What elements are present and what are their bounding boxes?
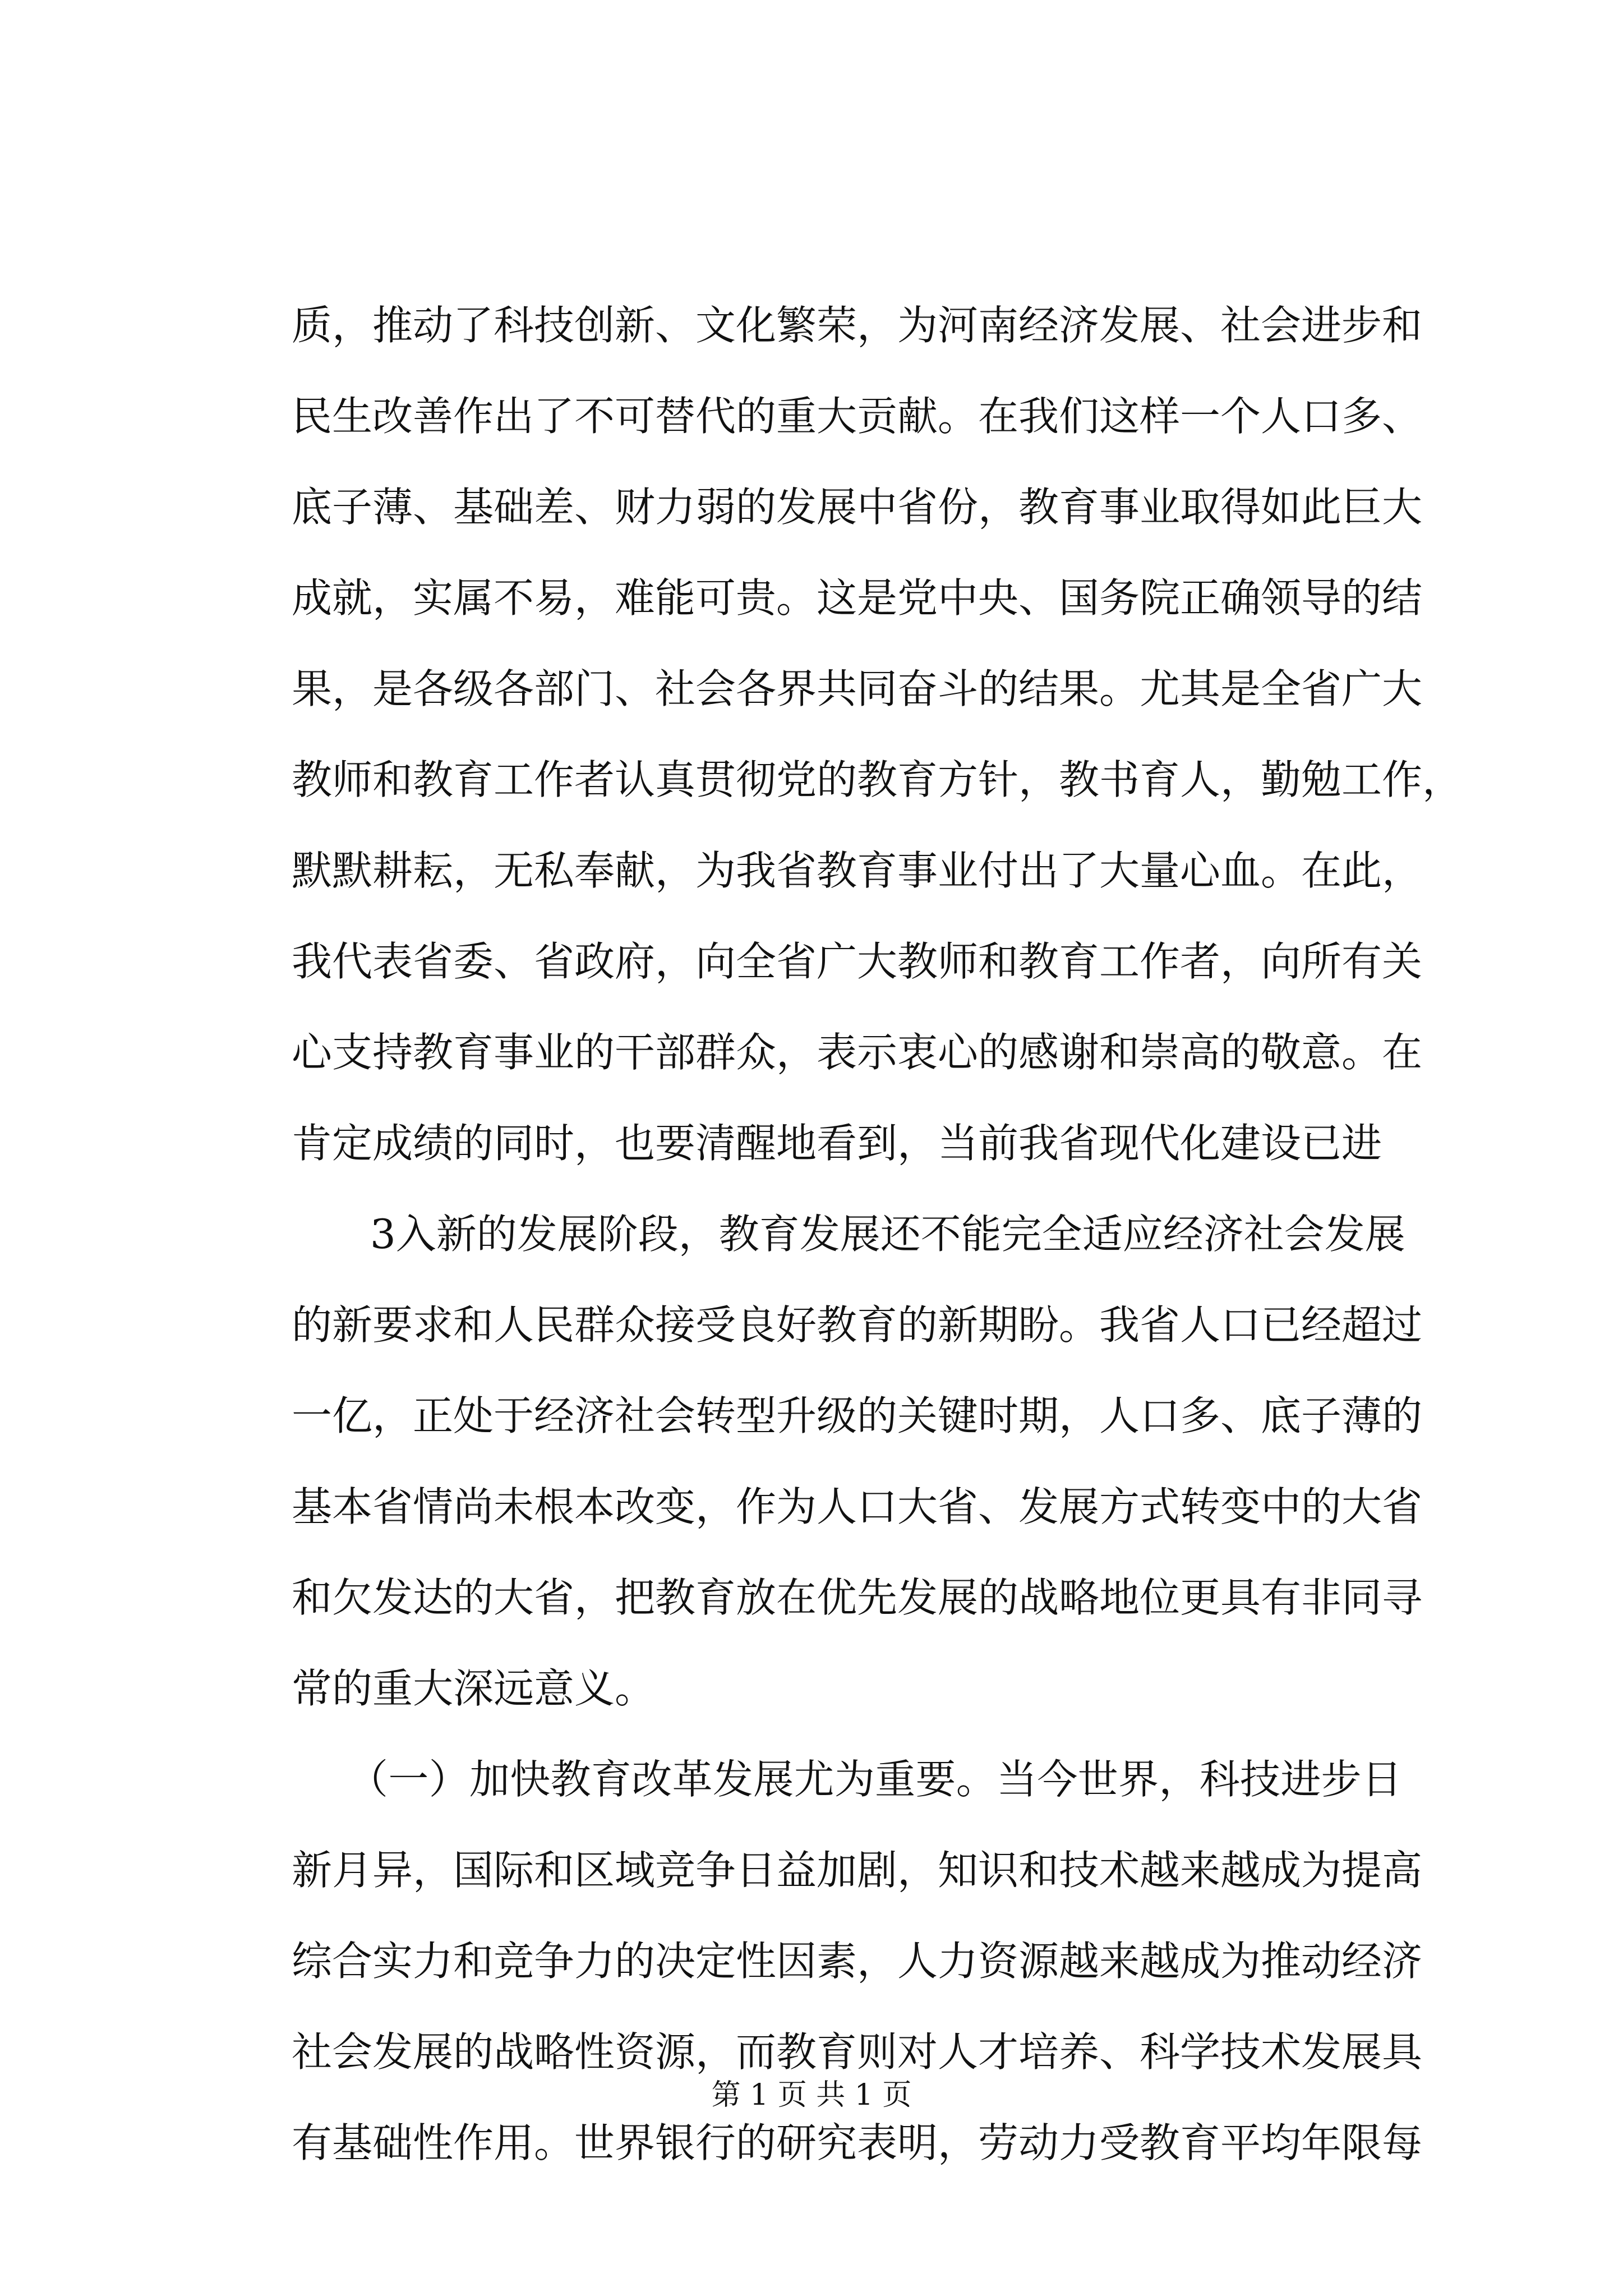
text-line: 社会发展的战略性资源，而教育则对人才培养、科学技术发展具 [292,2028,1423,2076]
text-line: 肯定成绩的同时，也要清醒地看到，当前我省现代化建设已进 [292,1120,1382,1167]
text-line: 质，推动了科技创新、文化繁荣，为河南经济发展、社会进步和 [292,302,1423,349]
text-line: 底子薄、基础差、财力弱的发展中省份，教育事业取得如此巨大 [292,484,1423,531]
text-line: 一亿，正处于经济社会转型升级的关键时期，人口多、底子薄的 [292,1392,1423,1439]
paragraph-first-line: （一）加快教育改革发展尤为重要。当今世界，科技进步日 [348,1756,1402,1803]
text-line: 新月异，国际和区域竞争日益加剧，知识和技术越来越成为提高 [292,1847,1423,1894]
text-line: 教师和教育工作者认真贯彻党的教育方针，教书育人，勤勉工作， [292,756,1463,803]
text-line: 的新要求和人民群众接受良好教育的新期盼。我省人口已经超过 [292,1301,1423,1349]
text-line: 基本省情尚未根本改变，作为人口大省、发展方式转变中的大省 [292,1483,1423,1530]
text-line: 成就，实属不易，难能可贵。这是党中央、国务院正确领导的结 [292,574,1423,622]
text-line: 综合实力和竞争力的决定性因素，人力资源越来越成为推动经济 [292,1938,1423,1985]
text-line: 默默耕耘，无私奉献，为我省教育事业付出了大量心血。在此， [292,847,1423,894]
page-number-label: 第 1 页 共 1 页 [711,2078,912,2112]
paragraph-first-line: 3入新的发展阶段，教育发展还不能完全适应经济社会发展 [370,1211,1405,1258]
text-line: 和欠发达的大省，把教育放在优先发展的战略地位更具有非同寻 [292,1574,1423,1621]
text-line: 果，是各级各部门、社会各界共同奋斗的结果。尤其是全省广大 [292,665,1423,712]
text-line: 民生改善作出了不可替代的重大贡献。在我们这样一个人口多、 [292,393,1423,440]
text-line: 我代表省委、省政府，向全省广大教师和教育工作者，向所有关 [292,938,1423,985]
text-line: 心支持教育事业的干部群众，表示衷心的感谢和崇高的敬意。在 [292,1029,1423,1076]
text-line: 常的重大深远意义。 [292,1665,656,1712]
text-line: 有基础性作用。世界银行的研究表明，劳动力受教育平均年限每 [292,2119,1423,2166]
page-footer [0,2076,1623,2115]
